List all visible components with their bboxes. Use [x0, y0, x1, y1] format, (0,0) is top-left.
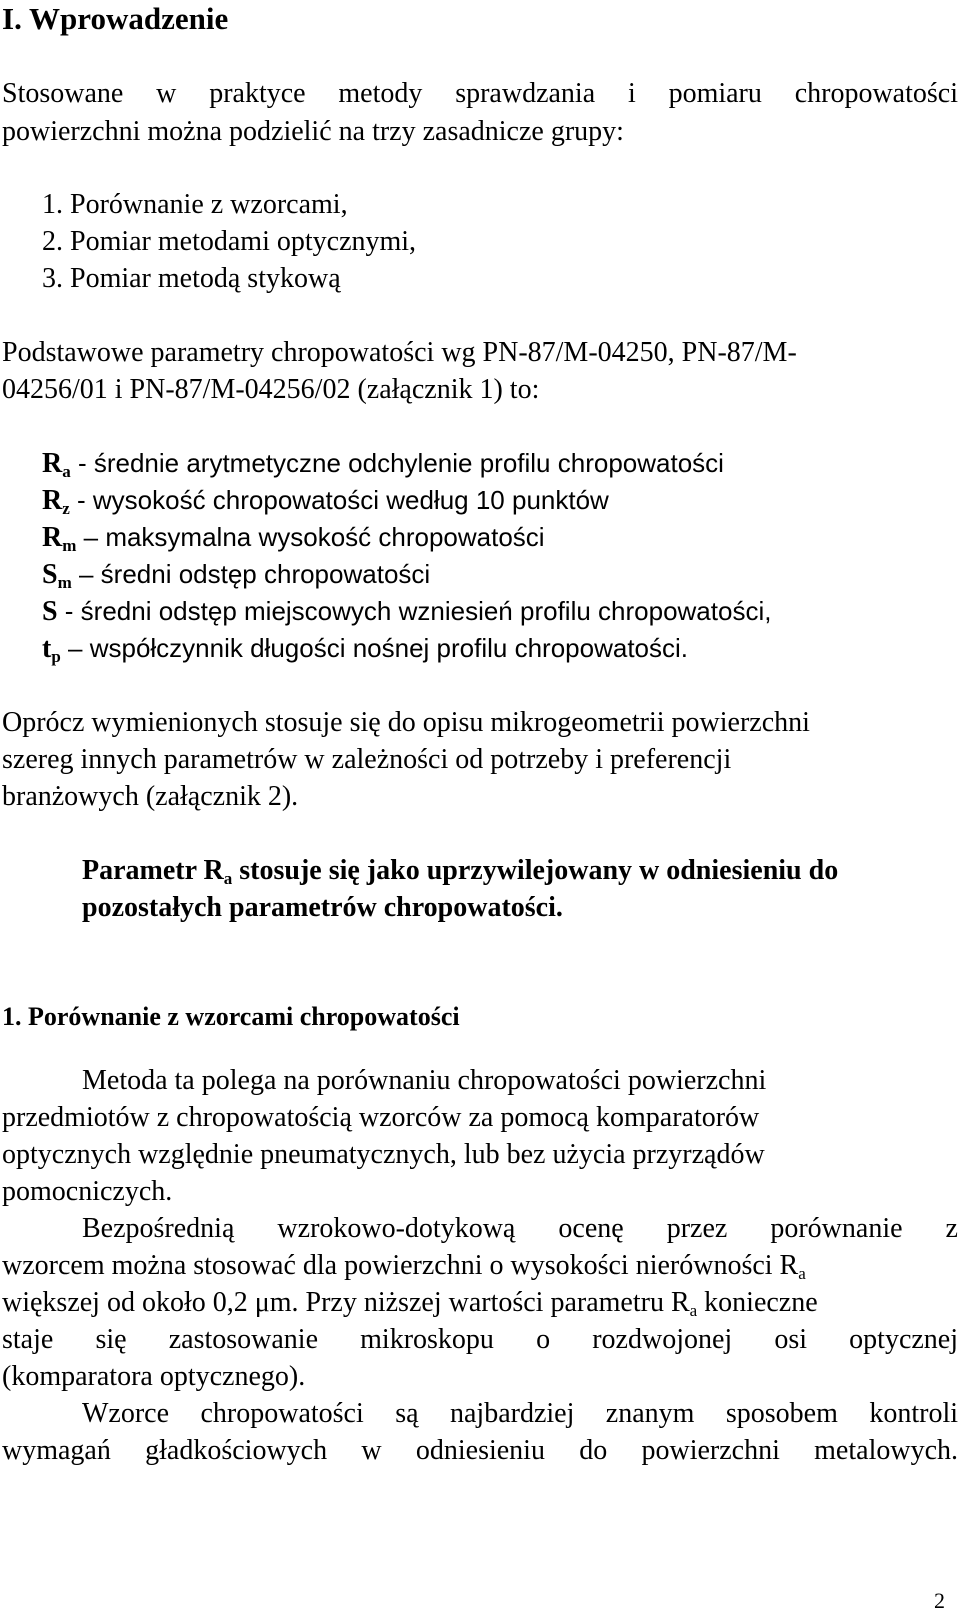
parameter-sm: [42, 556, 430, 593]
standards-paragraph-line-1: Wzorce chropowatości są najbardziej znanym sposobem kontroli: [82, 1398, 958, 1429]
section-heading: I. Wprowadzenie: [2, 1, 229, 36]
visual-paragraph-line-5: (komparatora optycznego).: [2, 1361, 306, 1392]
visual-paragraph-line-1: Bezpośrednią wzrokowo-dotykową ocenę przez porównanie z: [82, 1213, 958, 1244]
method-paragraph-line-4: pomocniczych.: [2, 1176, 173, 1207]
intro-line-1: Stosowane w praktyce metody sprawdzania i pomiaru chropowatości: [2, 78, 958, 109]
parameter-symbol: $R_z$: [42, 485, 70, 518]
method-item-1: 1. Porównanie z wzorcami,: [42, 189, 348, 220]
visual-paragraph-line-3: większej od około 0,2 μm. Przy niższej wartości parametru $R_a$ konieczne: [2, 1287, 818, 1320]
emphasis-line-2: pozostałych parametrów chropowatości.: [82, 892, 563, 923]
other-line-2: szereg innych parametrów w zależności od potrzeby i preferencji: [2, 744, 732, 775]
parameter-symbol: $S_m$: [42, 559, 72, 592]
visual-paragraph-line-2: wzorcem można stosować dla powierzchni o wysokości nierówności $R_a$: [2, 1250, 806, 1283]
other-line-3: branżowych (załącznik 2).: [2, 781, 299, 812]
parameter-symbol: $R_m$: [42, 522, 77, 555]
subsection-title: 1. Porównanie z wzorcami chropowatości: [2, 1002, 460, 1031]
intro-line-2: powierzchni można podzielić na trzy zasadnicze grupy:: [2, 116, 624, 147]
parameter-description: – współczynnik długości nośnej profilu chropowatości.: [60, 633, 689, 663]
method-item-2: 2. Pomiar metodami optycznymi,: [42, 226, 417, 257]
parameter-description: - średnie arytmetyczne odchylenie profilu chropowatości: [70, 448, 724, 478]
parameter-description: – średni odstęp chropowatości: [71, 559, 431, 589]
parameter-symbol: $R_a$: [42, 448, 71, 481]
standards-line-1: Podstawowe parametry chropowatości wg PN-87/M-04250, PN-87/M-: [2, 337, 797, 368]
emphasis-line-1: Parametr $R_a$ stosuje się jako uprzywilejowany w odniesieniu do: [82, 855, 839, 888]
parameter-rm: [42, 519, 545, 556]
method-paragraph-line-2: przedmiotów z chropowatością wzorców za pomocą komparatorów: [2, 1102, 760, 1133]
parameter-s: [42, 593, 771, 630]
method-item-3: 3. Pomiar metodą stykową: [42, 263, 341, 294]
visual-paragraph-line-4: staje się zastosowanie mikroskopu o rozdwojonej osi optycznej: [2, 1324, 958, 1355]
parameter-symbol: $t_p$: [42, 633, 61, 666]
standards-paragraph-line-2: wymagań gładkościowych w odniesieniu do powierzchni metalowych.: [2, 1435, 958, 1466]
page-number: 2: [934, 1588, 945, 1613]
parameter-description: - wysokość chropowatości według 10 punktów: [69, 485, 609, 515]
parameter-tp: [42, 630, 688, 667]
method-paragraph-line-1: Metoda ta polega na porównaniu chropowatości powierzchni: [82, 1065, 767, 1096]
parameter-description: - średni odstęp miejscowych wzniesień profilu chropowatości,: [57, 596, 772, 626]
method-paragraph-line-3: optycznych względnie pneumatycznych, lub bez użycia przyrządów: [2, 1139, 765, 1170]
parameter-symbol: S: [42, 596, 58, 627]
standards-line-2: 04256/01 i PN-87/M-04256/02 (załącznik 1) to:: [2, 374, 540, 405]
parameter-description: – maksymalna wysokość chropowatości: [76, 522, 545, 552]
parameter-ra: [42, 445, 724, 482]
other-line-1: Oprócz wymienionych stosuje się do opisu mikrogeometrii powierzchni: [2, 707, 810, 738]
parameter-rz: [42, 482, 609, 519]
